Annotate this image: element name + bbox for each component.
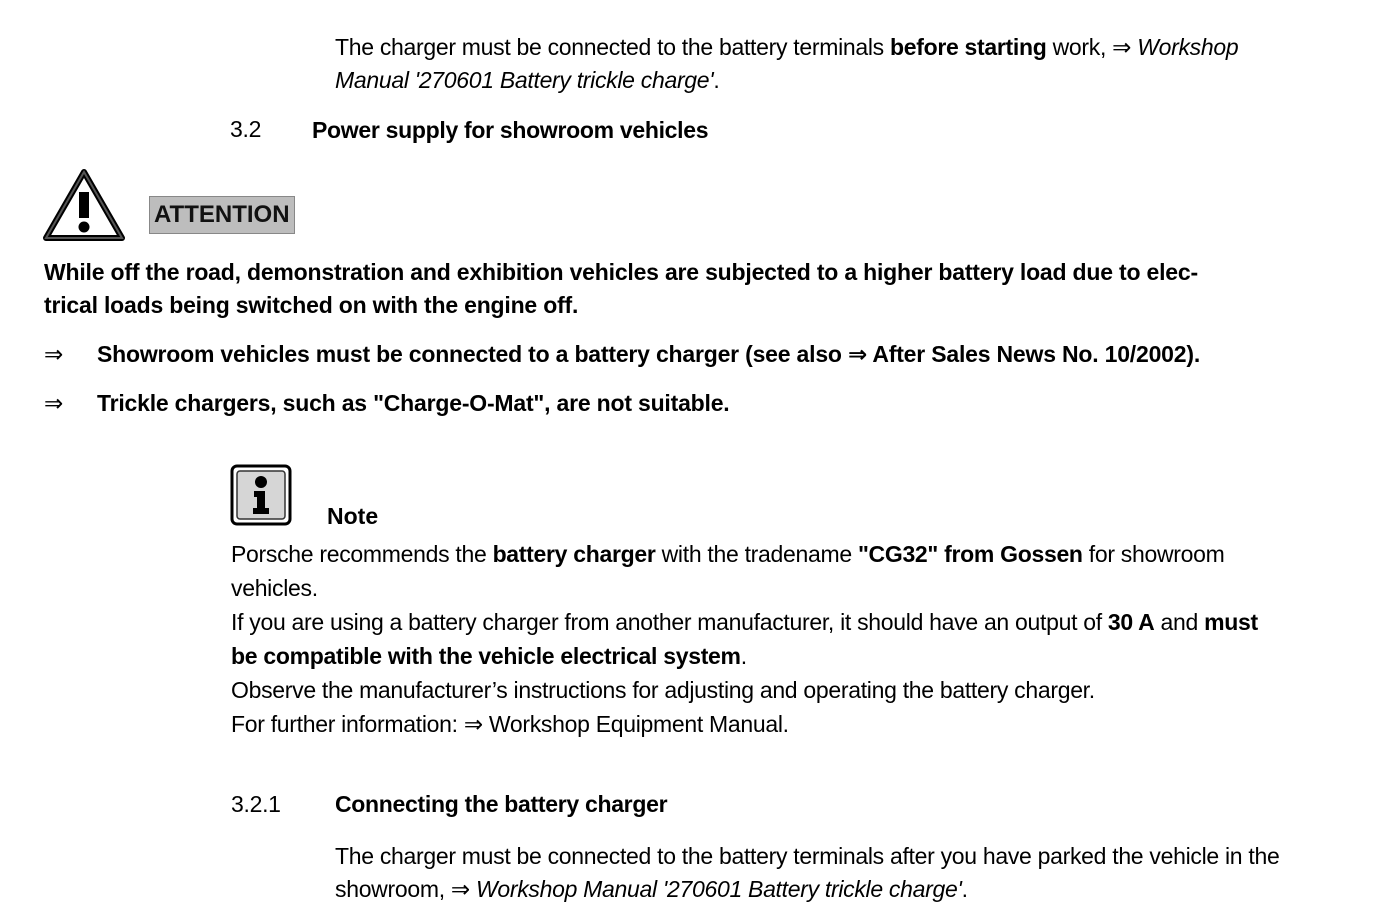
arrow-icon: ⇒ [1112, 34, 1132, 60]
attention-text: While off the road, demonstration and exhibition vehicles are subjected to a higher battery load due to elec- trical loads being switched on with the engine off. [44, 259, 1198, 318]
subsection-number: 3.2.1 [231, 791, 281, 817]
note-body: Porsche recommends the battery charger with the tradename "CG32" from Gossen for showroom vehicles. If you are using a battery charger from another manufacturer, it should have an output of 30 A and must be compatible with the vehicle electrical system. Observe the manufacturer’s instructions for adjusting and operating the battery charger. For further information: ⇒ Workshop Equipment Manual. [231, 541, 1258, 737]
intro-line-1: The charger must be connected to the battery terminals before starting work, ⇒ Workshop [335, 34, 1239, 60]
warning-icon [42, 168, 126, 247]
arrow-icon: ⇒ [450, 876, 470, 902]
arrow-icon: ⇒ [463, 711, 483, 737]
note-label: Note [327, 503, 379, 529]
workshop-manual-link[interactable]: Workshop Manual '270601 Battery trickle charge' [469, 876, 962, 902]
section-title: Power supply for showroom vehicles [312, 117, 709, 143]
workshop-manual-link-cont[interactable]: Manual '270601 Battery trickle charge' [335, 67, 714, 93]
section-number: 3.2 [230, 116, 262, 142]
arrow-icon: ⇒ [44, 341, 64, 367]
equipment-manual-link[interactable]: Workshop Equipment Manual. [482, 711, 789, 737]
subsection-title: Connecting the battery charger [335, 791, 668, 817]
info-icon [230, 464, 292, 531]
arrow-icon: ⇒ [44, 390, 64, 416]
intro-line-2: Manual '270601 Battery trickle charge'. [335, 67, 720, 93]
attention-label: ATTENTION [149, 196, 295, 234]
intro-paragraph [335, 31, 1385, 97]
subsection-paragraph: The charger must be connected to the battery terminals after you have parked the vehicle in the showroom, ⇒ Workshop Manual '270601 Battery trickle charge'. [335, 843, 1280, 902]
workshop-manual-link[interactable]: Workshop [1131, 34, 1239, 60]
